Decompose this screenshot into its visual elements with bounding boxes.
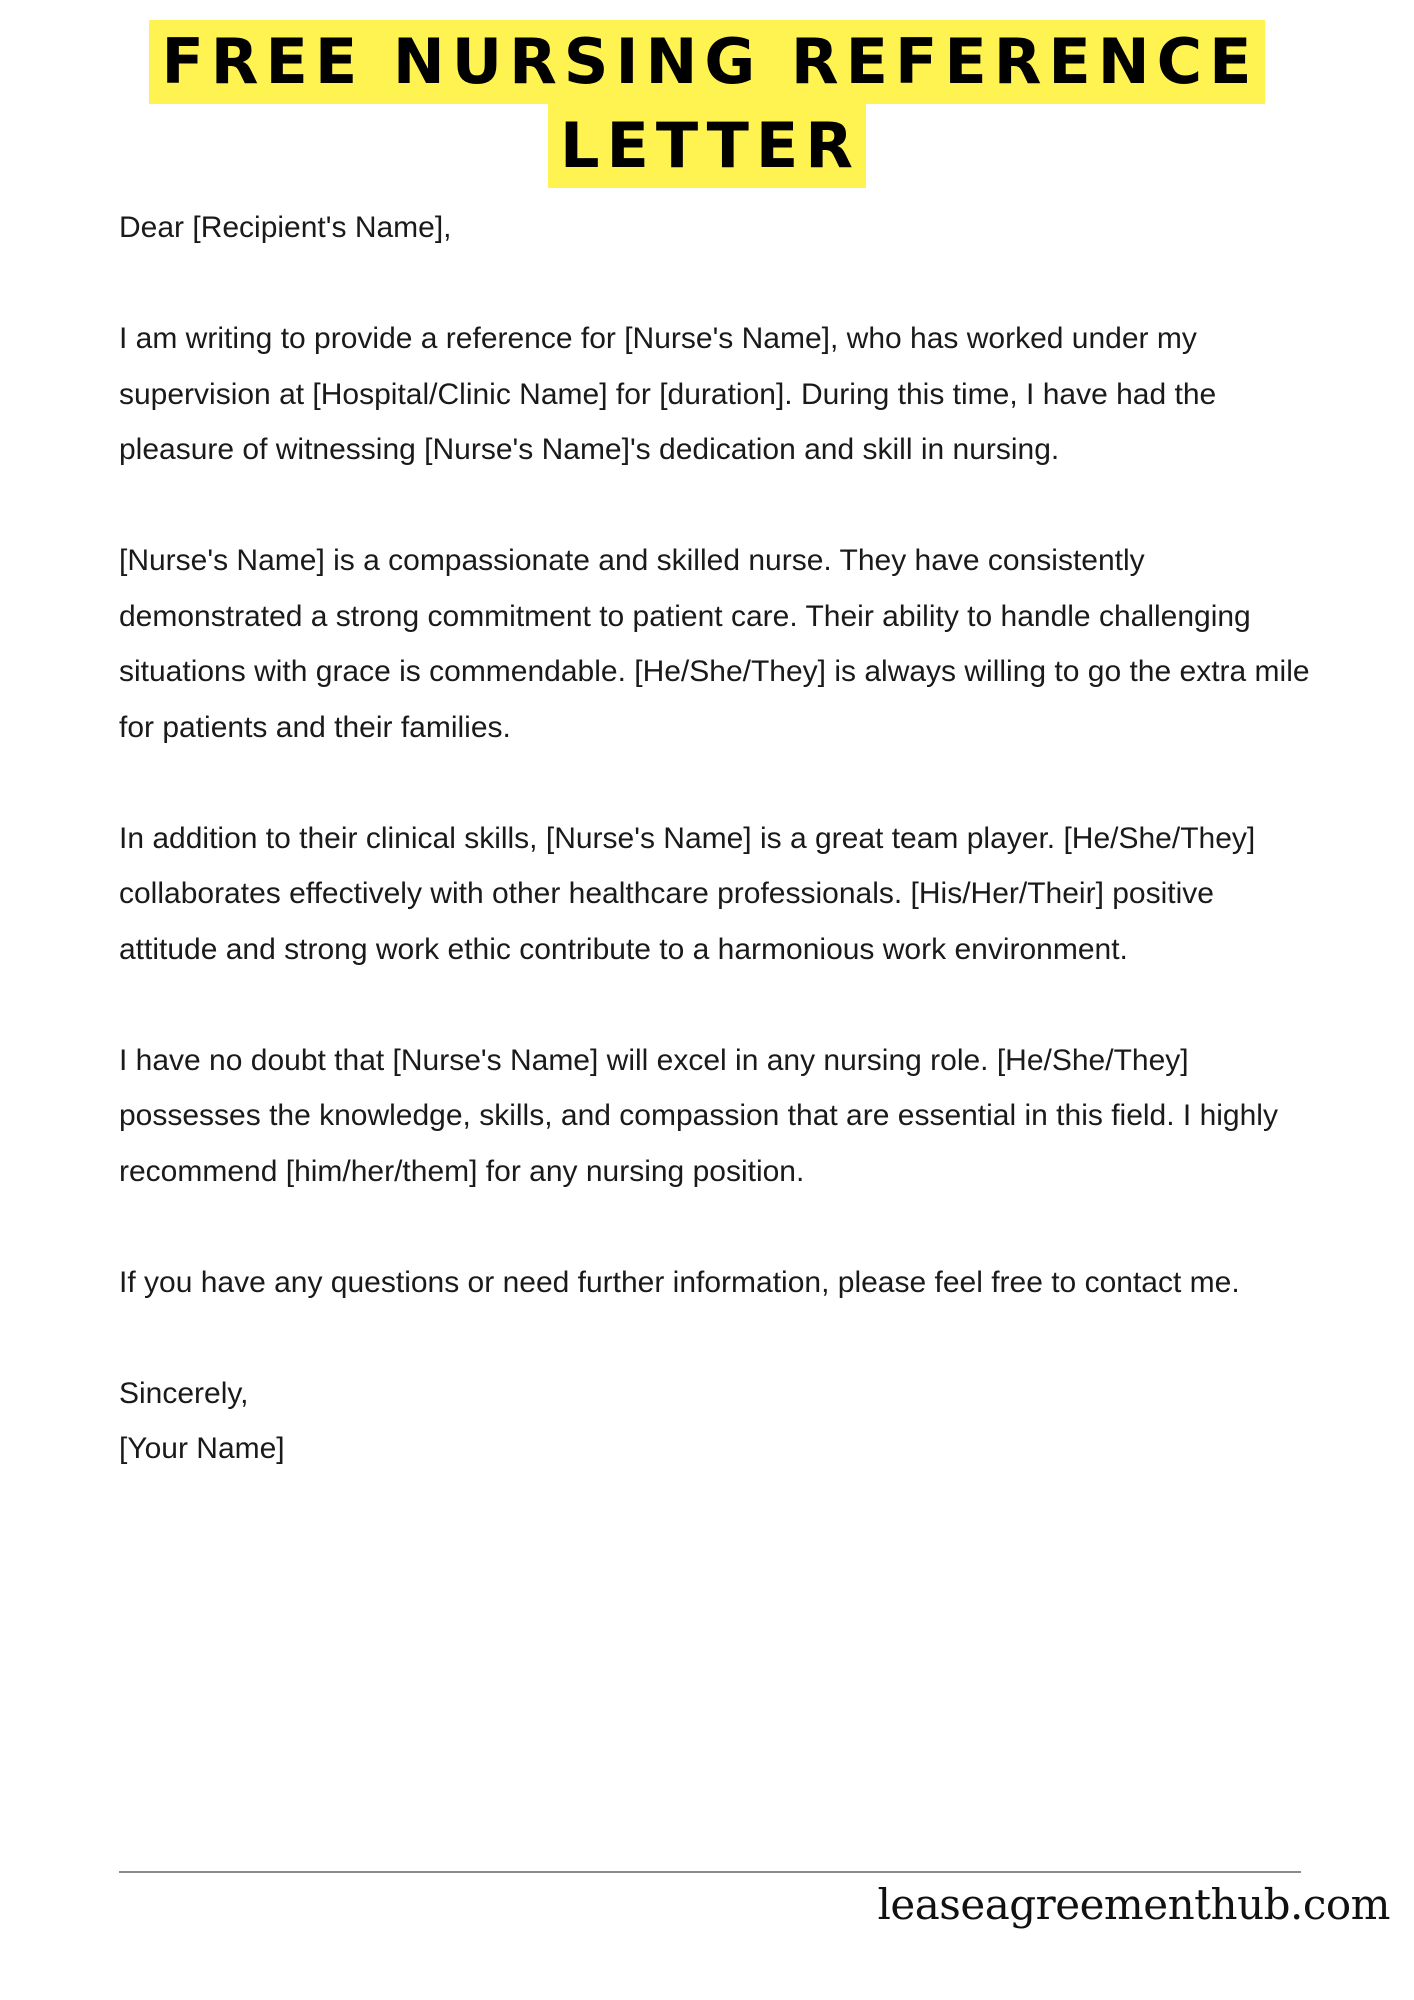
footer-divider [119,1871,1301,1873]
letter-body [119,200,1319,1477]
paragraph-teamwork: In addition to their clinical skills, [Nurse's Name] is a great team player. [He/She/They] collaborates effectively with other healthcare professionals. [His/Her/Their] positive attitude and strong work ethic contribute to a harmonious work environment. [119,821,1256,966]
footer-site-name: leaseagreementhub.com [877,1880,1390,1929]
salutation: Dear [Recipient's Name], [119,211,452,244]
closing: Sincerely, [119,1376,249,1410]
paragraph-reference-intro: I am writing to provide a reference for [Nurse's Name], who has worked under my supervision at [Hospital/Clinic Name] for [duration]. During this time, I have had the pleasure of witnessing [Nurse's Name]'s dedication and skill in nursing. [119,322,1217,466]
signature: [Your Name] [119,1432,285,1465]
paragraph-contact: If you have any questions or need further information, please feel free to contact me. [119,1265,1240,1299]
paragraph-recommendation: I have no doubt that [Nurse's Name] will excel in any nursing role. [He/She/They] possesses the knowledge, skills, and compassion that are essential in this field. I highly recommend [him/her/them] for any nursing position. [119,1043,1278,1188]
title-line-2: LETTER [548,104,866,188]
paragraph-compassion: [Nurse's Name] is a compassionate and skilled nurse. They have consistently demonstrated a strong commitment to patient care. Their ability to handle challenging situations with grace is commendable. [He/She/They] is always willing to go the extra mile for patients and their families. [119,544,1310,744]
title-line-1: FREE NURSING REFERENCE [149,20,1264,104]
page-title [0,20,1414,188]
